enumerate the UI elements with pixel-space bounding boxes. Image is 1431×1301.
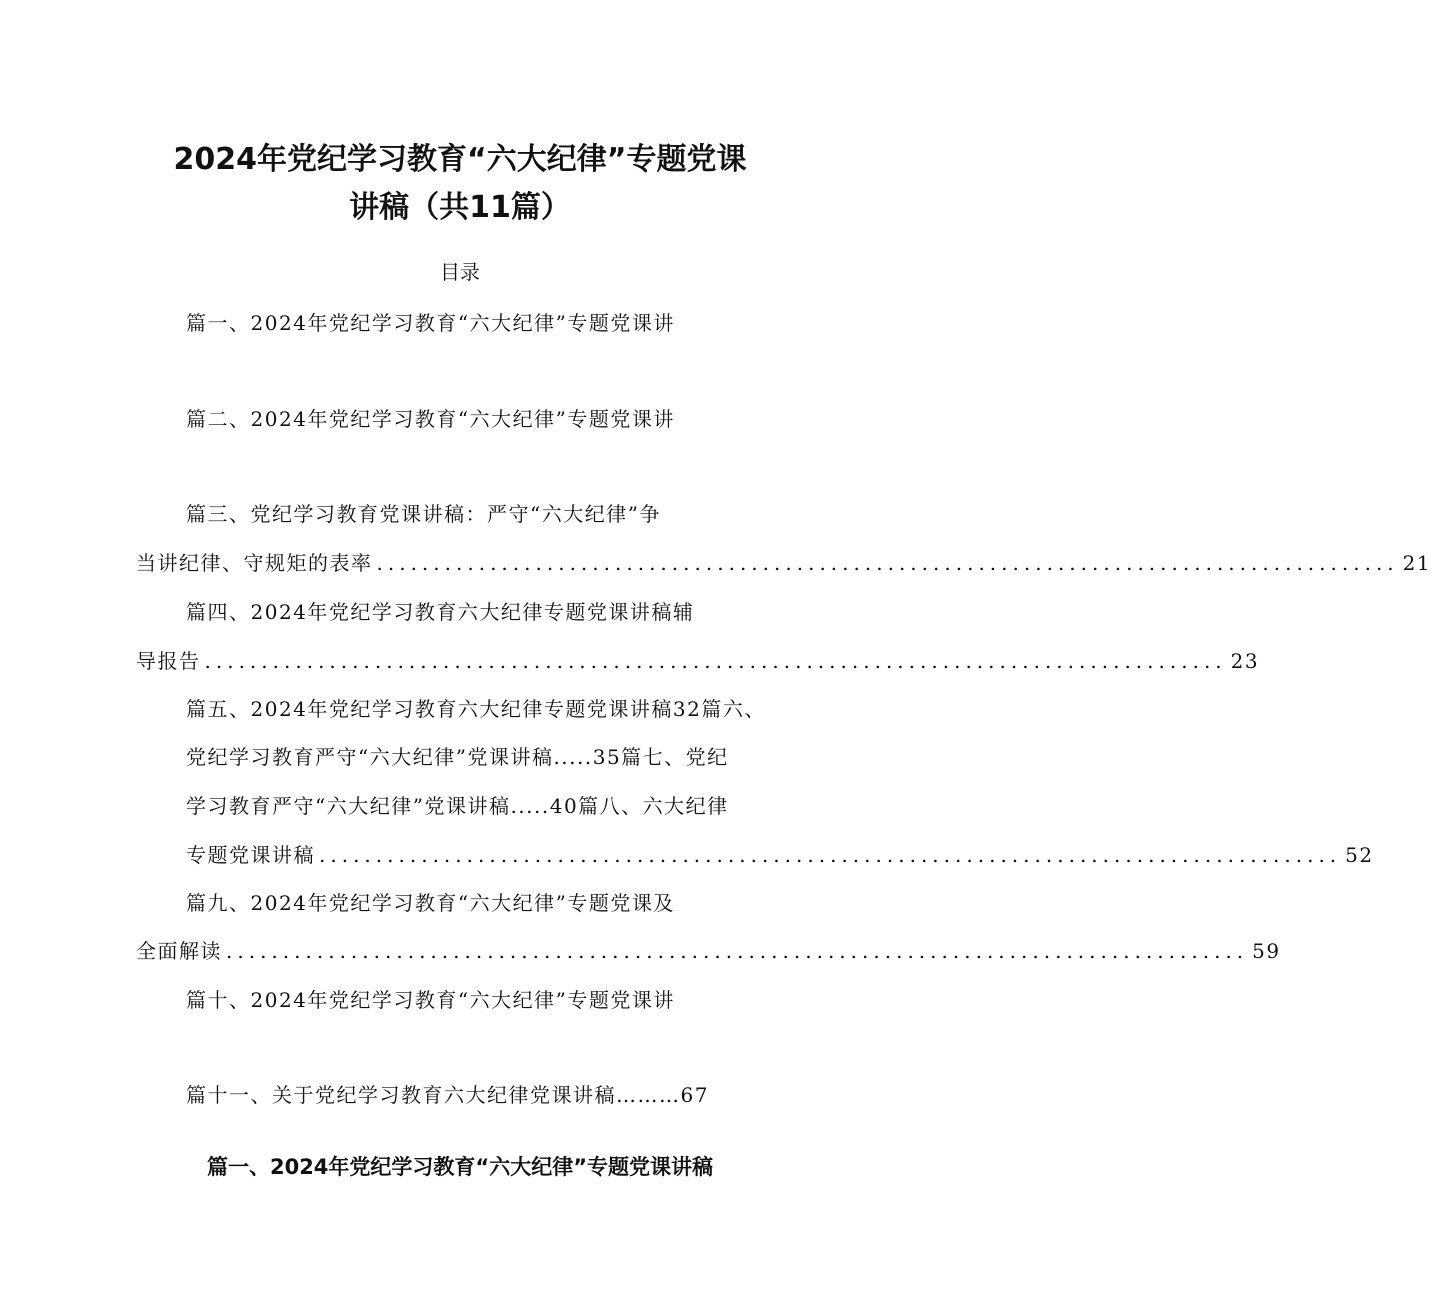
document-title-line-2: 讲稿（共11篇） xyxy=(349,190,571,225)
toc-entry-4-cont-text: 导报告 xyxy=(136,649,201,673)
toc-entry-4-continuation[interactable] xyxy=(136,647,1260,675)
toc-entry-4[interactable]: 篇四、2024年党纪学习教育六大纪律专题党课讲稿辅 xyxy=(186,600,695,624)
section-heading: 篇一、2024年党纪学习教育“六大纪律”专题党课讲稿 xyxy=(206,1155,714,1179)
toc-entry-5-line-2[interactable]: 党纪学习教育严守“六大纪律”党课讲稿.....35篇七、党纪 xyxy=(186,745,729,769)
toc-entry-3[interactable]: 篇三、党纪学习教育党课讲稿：严守“六大纪律”争 xyxy=(186,502,661,526)
toc-entry-3-page-number: 21 xyxy=(1402,551,1431,575)
toc-entry-9-cont-text: 全面解读 xyxy=(136,939,222,963)
dot-leader: .......................................................................................... xyxy=(319,843,1342,867)
dot-leader: .......................................................................................... xyxy=(204,649,1227,673)
toc-entry-9-page-number: 59 xyxy=(1252,939,1281,963)
toc-entry-5-line-1[interactable]: 篇五、2024年党纪学习教育六大纪律专题党课讲稿32篇六、 xyxy=(186,697,766,721)
toc-entry-2[interactable]: 篇二、2024年党纪学习教育“六大纪律”专题党课讲 xyxy=(186,407,675,431)
toc-entry-4-page-number: 23 xyxy=(1230,649,1260,673)
toc-entry-3-cont-text: 当讲纪律、守规矩的表率 xyxy=(136,551,373,575)
dot-leader: .......................................................................................... xyxy=(376,551,1399,575)
toc-entry-1[interactable]: 篇一、2024年党纪学习教育“六大纪律”专题党课讲 xyxy=(186,311,675,335)
toc-entry-10[interactable]: 篇十、2024年党纪学习教育“六大纪律”专题党课讲 xyxy=(186,988,675,1012)
dot-leader: .......................................................................................... xyxy=(226,939,1249,963)
toc-entry-9-continuation[interactable] xyxy=(136,937,1281,965)
toc-entry-8-cont-text: 专题党课讲稿 xyxy=(186,843,315,867)
toc-entry-5-line-3[interactable]: 学习教育严守“六大纪律”党课讲稿.....40篇八、六大纪律 xyxy=(186,794,729,818)
toc-entry-8-continuation[interactable] xyxy=(186,841,1374,869)
toc-entry-9[interactable]: 篇九、2024年党纪学习教育“六大纪律”专题党课及 xyxy=(186,891,675,915)
toc-entry-3-continuation[interactable] xyxy=(136,549,1431,577)
toc-entry-11[interactable]: 篇十一、关于党纪学习教育六大纪律党课讲稿………67 xyxy=(186,1083,709,1107)
toc-entry-8-page-number: 52 xyxy=(1345,843,1374,867)
toc-heading: 目录 xyxy=(440,260,480,284)
document-title-line-1: 2024年党纪学习教育“六大纪律”专题党课 xyxy=(173,142,747,177)
